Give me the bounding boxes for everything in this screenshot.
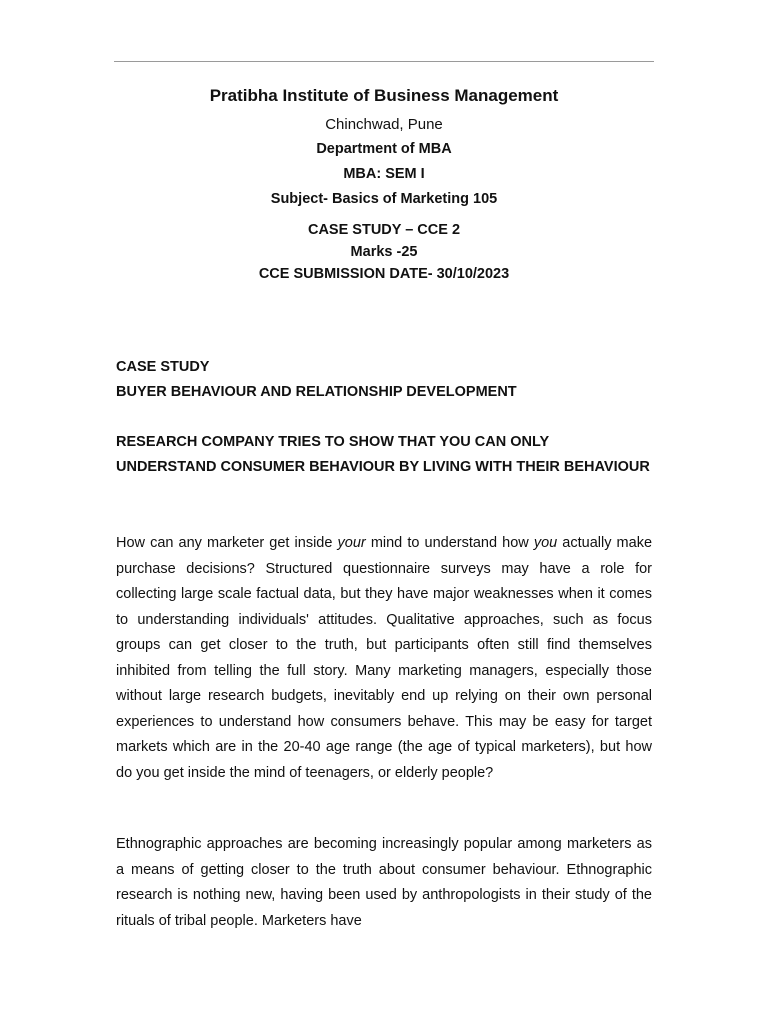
p1-text-c: actually make purchase decisions? Structured questionnaire surveys may have a role for collecting large scale factual data, but they have major weaknesses when it comes to understanding individuals' attitudes. Qualitative approaches, such as focus groups can get closer to the truth, but participants often still find themselves inhibited from telling the full story. Many marketing managers, especially those without large research budgets, inevitably end up relying on their own personal experiences to understand how consumers behave. This may be easy for target markets which are in the 20-40 age range (the age of typical marketers), but how do you get inside the mind of teenagers, or elderly people? — [116, 535, 653, 781]
semester-label: MBA: SEM I — [343, 166, 425, 182]
case-study-title: BUYER BEHAVIOUR AND RELATIONSHIP DEVELOPMENT — [116, 384, 517, 400]
header-rule — [114, 61, 654, 62]
institute-name: Pratibha Institute of Business Management — [209, 86, 559, 105]
department-name: Department of MBA — [316, 141, 452, 157]
case-study-code: CASE STUDY – CCE 2 — [307, 222, 461, 238]
p1-emphasis-your: your — [337, 535, 366, 551]
subject-label: Subject- Basics of Marketing 105 — [270, 191, 498, 207]
case-study-label: CASE STUDY — [116, 359, 210, 375]
p1-text-b: mind to understand how — [365, 535, 534, 551]
body-paragraph-1 — [116, 531, 652, 786]
p1-text-a: How can any marketer get inside — [116, 535, 338, 551]
p1-emphasis-you: you — [533, 535, 558, 551]
body-paragraph-2: Ethnographic approaches are becoming increasingly popular among marketers as a means of getting closer to the truth about consumer behaviour. Ethnographic research is nothing new, having been used by anthropologists in their study of the rituals of tribal people. Marketers have — [116, 836, 652, 929]
marks-label: Marks -25 — [350, 244, 418, 260]
institute-location: Chinchwad, Pune — [325, 116, 443, 133]
submission-date: CCE SUBMISSION DATE- 30/10/2023 — [258, 266, 510, 282]
case-study-headline: RESEARCH COMPANY TRIES TO SHOW THAT YOU CAN ONLY UNDERSTAND CONSUMER BEHAVIOUR BY LIVING WITH THEIR BEHAVIOUR — [116, 434, 650, 475]
